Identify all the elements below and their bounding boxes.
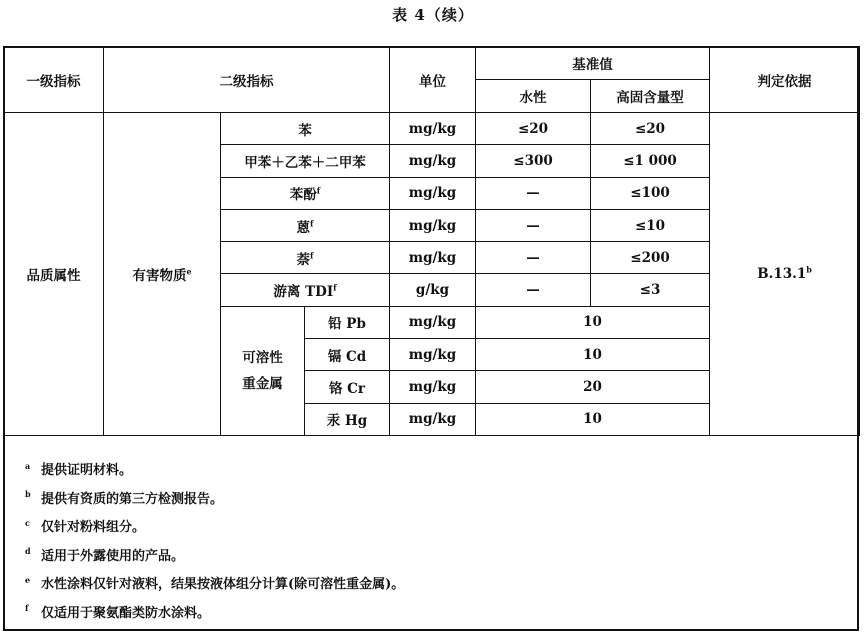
header-high-solid: 高固含量型 [591, 80, 710, 113]
item-label: 苯酚 [289, 187, 317, 204]
item-water: — [476, 209, 591, 241]
item-water: — [476, 274, 591, 306]
category-cell: 品质属性 [4, 113, 104, 436]
metal-value: 10 [476, 403, 710, 435]
item-unit: mg/kg [390, 242, 476, 274]
header-water: 水性 [476, 80, 591, 113]
basis-mark: b [806, 264, 812, 275]
item-mark: f [310, 250, 314, 261]
basis-label: B.13.1 [757, 265, 807, 282]
item-water: — [476, 242, 591, 274]
item-high: ≤1 000 [591, 145, 710, 177]
footnote-text: 仅针对粉料组分。 [41, 520, 146, 535]
footnote: e 水性涂料仅针对液料，结果按液体组分计算(除可溶性重金属)。 [25, 574, 405, 592]
table-caption: 表 4（续） [392, 6, 474, 24]
item-mark: f [310, 218, 314, 229]
footnote-text: 提供有资质的第三方检测报告。 [41, 491, 224, 507]
metals-group-line2: 重金属 [242, 375, 283, 392]
footnote-text: 适用于外露使用的产品。 [41, 548, 185, 564]
metal-unit: mg/kg [390, 371, 476, 403]
item-high: ≤20 [591, 113, 710, 145]
item-unit: g/kg [390, 274, 476, 306]
metal-unit: mg/kg [390, 339, 476, 371]
footnote: f 仅适用于聚氨酯类防水涂料。 [25, 603, 211, 621]
item-water: ≤300 [476, 145, 591, 177]
header-base-value: 基准值 [476, 47, 710, 80]
metal-name: 铅 Pb [305, 306, 390, 338]
header-basis: 判定依据 [710, 47, 860, 113]
item-unit: mg/kg [390, 145, 476, 177]
item-label: 苯 [298, 122, 312, 139]
metal-unit: mg/kg [390, 403, 476, 435]
item-high: ≤3 [591, 274, 710, 306]
item-unit: mg/kg [390, 113, 476, 145]
footnote-text: 仅适用于聚氨酯类防水涂料。 [41, 605, 211, 621]
item-label: 甲苯＋乙苯＋二甲苯 [244, 154, 366, 171]
metal-name: 汞 Hg [305, 403, 390, 435]
footnote: b 提供有资质的第三方检测报告。 [25, 489, 224, 507]
footnote-text: 水性涂料仅针对液料，结果按液体组分计算(除可溶性重金属)。 [41, 577, 405, 592]
item-water: ≤20 [476, 113, 591, 145]
footnote: d 适用于外露使用的产品。 [25, 546, 185, 564]
item-unit: mg/kg [390, 177, 476, 209]
item-label: 蒽 [296, 219, 311, 236]
metal-unit: mg/kg [390, 306, 476, 338]
metal-name: 镉 Cd [305, 339, 390, 371]
subcategory-label: 有害物质 [132, 267, 187, 284]
metal-name: 铬 Cr [305, 371, 390, 403]
item-mark: f [316, 185, 321, 196]
outer-frame [3, 46, 859, 631]
metals-group-line1: 可溶性 [242, 349, 283, 366]
item-high: ≤200 [591, 242, 710, 274]
footnote: c 仅针对粉料组分。 [25, 517, 146, 535]
item-high: ≤10 [591, 209, 710, 241]
item-label: 萘 [296, 251, 311, 268]
item-water: — [476, 177, 591, 209]
header-unit: 单位 [390, 47, 476, 113]
item-high: ≤100 [591, 177, 710, 209]
header-level1: 一级指标 [4, 47, 104, 113]
item-unit: mg/kg [390, 209, 476, 241]
item-mark: f [333, 282, 337, 293]
metal-value: 10 [476, 339, 710, 371]
metal-value: 10 [476, 306, 710, 338]
metal-value: 20 [476, 371, 710, 403]
header-level2: 二级指标 [104, 47, 390, 113]
item-label: 游离 TDI [273, 284, 334, 301]
subcategory-mark: e [186, 266, 192, 277]
footnote: a 提供证明材料。 [25, 460, 133, 478]
footnote-text: 提供证明材料。 [41, 463, 133, 478]
